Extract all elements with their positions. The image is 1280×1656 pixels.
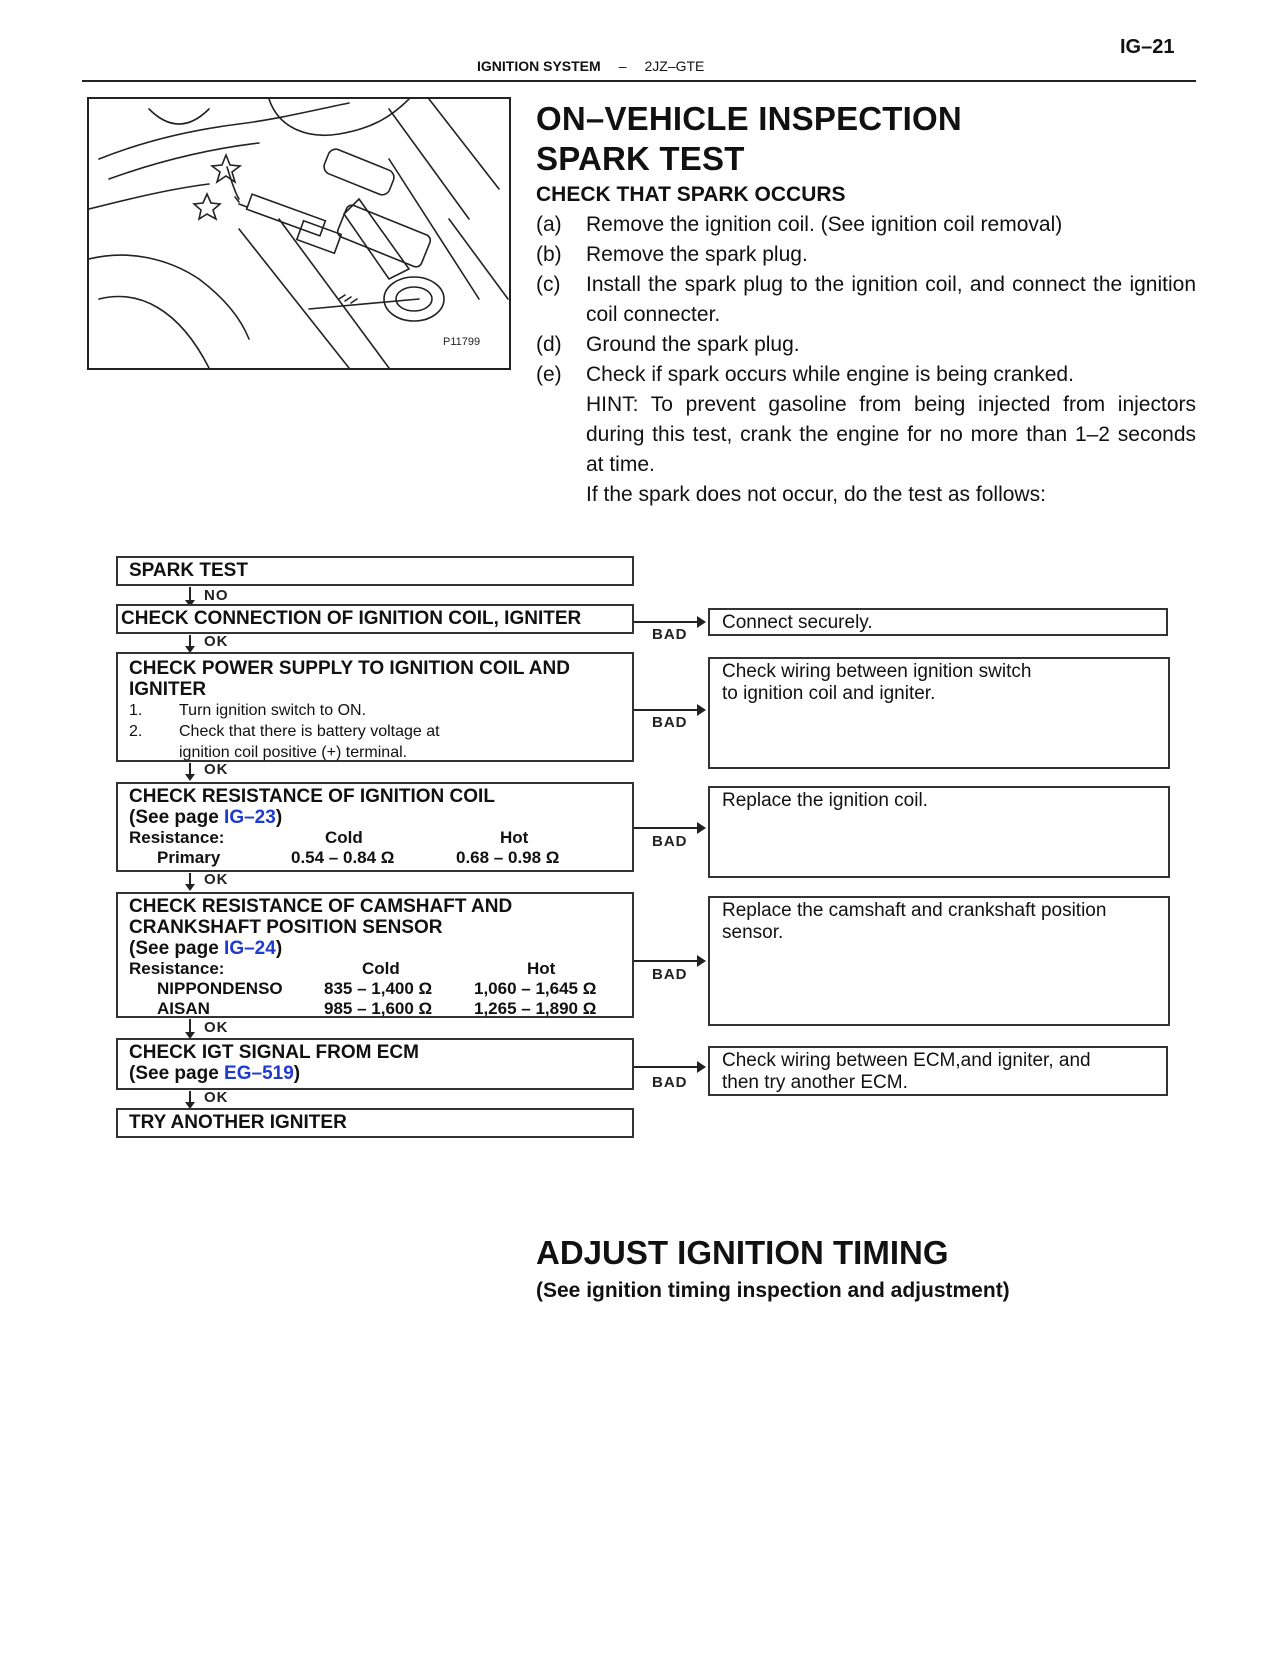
header-dash: – xyxy=(618,58,627,74)
flow-result-text: to ignition coil and igniter. xyxy=(722,683,936,704)
flow-result-replace-sensor xyxy=(708,896,1170,1026)
flow-arrow-right xyxy=(634,960,704,962)
row-label: AISAN xyxy=(157,999,210,1018)
list-number: 1. xyxy=(129,702,143,719)
col-cold: Cold xyxy=(325,828,363,847)
flow-arrow-right xyxy=(634,621,704,623)
flow-result-text: Replace the camshaft and crankshaft position xyxy=(722,900,1107,921)
see-page-prefix: (See page xyxy=(129,807,225,828)
see-page-ref xyxy=(129,807,632,828)
flow-label-ok: OK xyxy=(204,1089,229,1106)
step-text: Ground the spark plug. xyxy=(586,333,800,356)
page-link-eg519[interactable]: EG–519 xyxy=(224,1063,294,1084)
row-cold: 0.54 – 0.84 Ω xyxy=(291,848,395,867)
flow-result-text: Replace the ignition coil. xyxy=(722,790,928,811)
flow-box-spark-test xyxy=(116,556,634,586)
step-item xyxy=(536,330,1196,360)
flow-arrow-right xyxy=(634,1066,704,1068)
flow-box-title: CHECK CONNECTION OF IGNITION COIL, IGNITER xyxy=(121,608,582,629)
row-label: Primary xyxy=(157,848,221,867)
adjust-timing-reference: (See ignition timing inspection and adjustment) xyxy=(536,1279,1010,1302)
step-label: (e) xyxy=(536,363,562,386)
figure-code: P11799 xyxy=(443,336,481,348)
flow-box-title: CHECK RESISTANCE OF CAMSHAFT AND xyxy=(129,896,513,917)
flow-box-title: TRY ANOTHER IGNITER xyxy=(129,1112,347,1133)
see-page-suffix: ) xyxy=(293,1063,301,1084)
see-page-suffix: ) xyxy=(275,938,283,959)
flow-box-ignition-coil-resistance xyxy=(116,782,634,872)
flow-label-no: NO xyxy=(204,587,229,604)
flow-result-text: sensor. xyxy=(722,922,784,943)
engine-code: 2JZ–GTE xyxy=(644,58,705,74)
list-number: 2. xyxy=(129,723,143,740)
col-cold: Cold xyxy=(362,959,400,978)
row-hot: 0.68 – 0.98 Ω xyxy=(456,848,560,867)
step-label: (c) xyxy=(536,273,561,296)
flow-result-text: Check wiring between ignition switch xyxy=(722,661,1032,682)
see-page-suffix: ) xyxy=(275,807,283,828)
step-item xyxy=(536,240,1196,270)
step-item xyxy=(536,270,1196,330)
flow-box-title: IGNITER xyxy=(129,679,207,700)
step-text: Install the spark plug to the ignition coil, and connect the ignition coil connecter. xyxy=(586,273,1196,326)
step-label: (a) xyxy=(536,213,562,236)
flow-box-title: CHECK RESISTANCE OF IGNITION COIL xyxy=(129,786,495,807)
flow-arrow-down xyxy=(189,873,191,885)
flow-result-wiring-switch xyxy=(708,657,1170,769)
section-heading: SPARK TEST xyxy=(536,140,745,177)
flow-box-try-igniter xyxy=(116,1108,634,1138)
flow-box-position-sensor-resistance xyxy=(116,892,634,1018)
flow-result-text: Connect securely. xyxy=(722,612,873,633)
list-item: Turn ignition switch to ON. xyxy=(179,702,367,719)
flow-arrow-down xyxy=(189,635,191,647)
step-item xyxy=(536,360,1196,390)
flow-result-replace-coil xyxy=(708,786,1170,878)
step-text: Remove the ignition coil. (See ignition coil removal) xyxy=(586,213,1063,236)
flow-box-check-connection xyxy=(116,604,634,634)
col-hot: Hot xyxy=(527,959,556,978)
page-link-ig24[interactable]: IG–24 xyxy=(224,938,276,959)
flow-arrow-right xyxy=(634,709,704,711)
see-page-ref xyxy=(129,938,632,959)
resistance-header-row xyxy=(118,959,632,979)
subheading: CHECK THAT SPARK OCCURS xyxy=(536,183,846,206)
flow-label-ok: OK xyxy=(204,1019,229,1036)
list-item: ignition coil positive (+) terminal. xyxy=(179,744,408,761)
see-page-prefix: (See page xyxy=(129,938,225,959)
see-page-ref xyxy=(129,1063,632,1084)
resistance-label: Resistance: xyxy=(129,828,225,847)
col-hot: Hot xyxy=(500,828,529,847)
running-head xyxy=(477,58,704,74)
row-hot: 1,265 – 1,890 Ω xyxy=(474,999,597,1018)
flow-result-try-ecm xyxy=(708,1046,1168,1096)
resistance-row xyxy=(118,979,632,999)
flow-box-title: CRANKSHAFT POSITION SENSOR xyxy=(129,917,443,938)
hint-text: HINT: To prevent gasoline from being injected from injectors during this test, crank the engine for no more than 1–2 seconds at time. xyxy=(586,393,1196,476)
flow-label-bad: BAD xyxy=(652,1074,688,1091)
page-number: IG–21 xyxy=(1120,36,1175,58)
flow-label-bad: BAD xyxy=(652,966,688,983)
flow-box-title: CHECK POWER SUPPLY TO IGNITION COIL AND xyxy=(129,658,570,679)
flow-arrow-down xyxy=(189,587,191,601)
flow-box-igt-signal xyxy=(116,1038,634,1090)
list-item: Check that there is battery voltage at xyxy=(179,723,440,740)
flow-box-title: SPARK TEST xyxy=(129,560,248,581)
flow-label-ok: OK xyxy=(204,633,229,650)
flow-arrow-down xyxy=(189,1091,191,1103)
flow-label-bad: BAD xyxy=(652,626,688,643)
flow-arrow-right xyxy=(634,827,704,829)
flow-box-power-supply xyxy=(116,652,634,762)
flow-result-connect xyxy=(708,608,1168,636)
step-text: Check if spark occurs while engine is being cranked. xyxy=(586,363,1074,386)
row-hot: 1,060 – 1,645 Ω xyxy=(474,979,597,998)
flow-label-ok: OK xyxy=(204,761,229,778)
row-label: NIPPONDENSO xyxy=(157,979,283,998)
header-rule xyxy=(82,80,1196,82)
step-label: (b) xyxy=(536,243,562,266)
flow-label-bad: BAD xyxy=(652,714,688,731)
resistance-row xyxy=(118,848,632,868)
page-title: ON–VEHICLE INSPECTION xyxy=(536,100,962,137)
page-link-ig23[interactable]: IG–23 xyxy=(224,807,276,828)
section-title: IGNITION SYSTEM xyxy=(477,58,601,74)
followup-text: If the spark does not occur, do the test as follows: xyxy=(586,483,1046,506)
resistance-row xyxy=(118,999,632,1019)
resistance-label: Resistance: xyxy=(129,959,225,978)
resistance-header-row xyxy=(118,828,632,848)
see-page-prefix: (See page xyxy=(129,1063,225,1084)
step-item xyxy=(536,210,1196,240)
adjust-timing-heading: ADJUST IGNITION TIMING xyxy=(536,1234,949,1271)
flow-label-bad: BAD xyxy=(652,833,688,850)
row-cold: 985 – 1,600 Ω xyxy=(324,999,433,1018)
step-label: (d) xyxy=(536,333,562,356)
flow-arrow-down xyxy=(189,763,191,775)
flow-result-text: Check wiring between ECM,and igniter, and xyxy=(722,1050,1091,1071)
step-text: Remove the spark plug. xyxy=(586,243,808,266)
spark-plug-illustration-icon xyxy=(87,97,511,370)
flow-box-title: CHECK IGT SIGNAL FROM ECM xyxy=(129,1042,419,1063)
flow-arrow-down xyxy=(189,1019,191,1033)
row-cold: 835 – 1,400 Ω xyxy=(324,979,433,998)
flow-label-ok: OK xyxy=(204,871,229,888)
flow-result-text: then try another ECM. xyxy=(722,1072,908,1093)
